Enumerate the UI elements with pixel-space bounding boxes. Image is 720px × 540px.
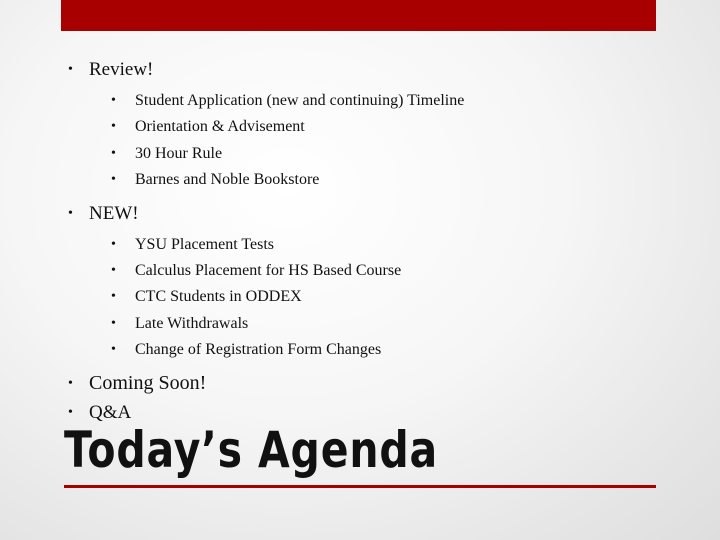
subitem [89, 141, 668, 167]
bullet-icon: • [68, 62, 73, 77]
bullet-icon: • [111, 119, 116, 135]
subitem [89, 284, 668, 310]
agenda-item-label: NEW! [89, 202, 139, 224]
bullet-icon: • [68, 404, 73, 420]
subitem-label: YSU Placement Tests [135, 235, 275, 253]
agenda-item-coming-soon [68, 372, 668, 395]
subitem [89, 232, 668, 258]
bullet-icon: • [68, 375, 73, 391]
bullet-icon: • [111, 289, 116, 305]
slide-title: Today’s Agenda [64, 421, 438, 479]
bullet-icon: • [111, 263, 116, 279]
subitem-label: Orientation & Advisement [135, 118, 305, 136]
subitem [89, 88, 668, 114]
subitem [89, 114, 668, 140]
subitem [89, 337, 668, 363]
bullet-icon: • [111, 172, 116, 188]
bullet-icon: • [111, 93, 116, 108]
agenda-list [68, 58, 668, 424]
bullet-icon: • [111, 315, 116, 331]
agenda-item-review [68, 58, 668, 194]
agenda-item-label: Review! [89, 59, 154, 80]
top-accent-bar [61, 0, 656, 31]
subitem-label: CTC Students in ODDEX [135, 288, 302, 306]
title-underline [64, 485, 656, 488]
subitem-label: 30 Hour Rule [135, 144, 223, 162]
bullet-icon: • [111, 145, 116, 161]
subitem-label: Late Withdrawals [135, 314, 249, 332]
agenda-item-label: Coming Soon! [89, 371, 207, 394]
agenda-item-new [68, 202, 668, 364]
subitem-label: Change of Registration Form Changes [135, 341, 382, 359]
subitem-label: Calculus Placement for HS Based Course [135, 262, 402, 280]
subitem [89, 311, 668, 337]
bullet-icon: • [68, 205, 73, 221]
subitem [89, 167, 668, 193]
subitem [89, 258, 668, 284]
bullet-icon: • [111, 236, 116, 252]
subitem-label: Barnes and Noble Bookstore [135, 171, 320, 189]
subitem-label: Student Application (new and continuing) Timeline [135, 92, 465, 109]
agenda-item-label: Q&A [89, 401, 132, 423]
bullet-icon: • [111, 342, 116, 358]
